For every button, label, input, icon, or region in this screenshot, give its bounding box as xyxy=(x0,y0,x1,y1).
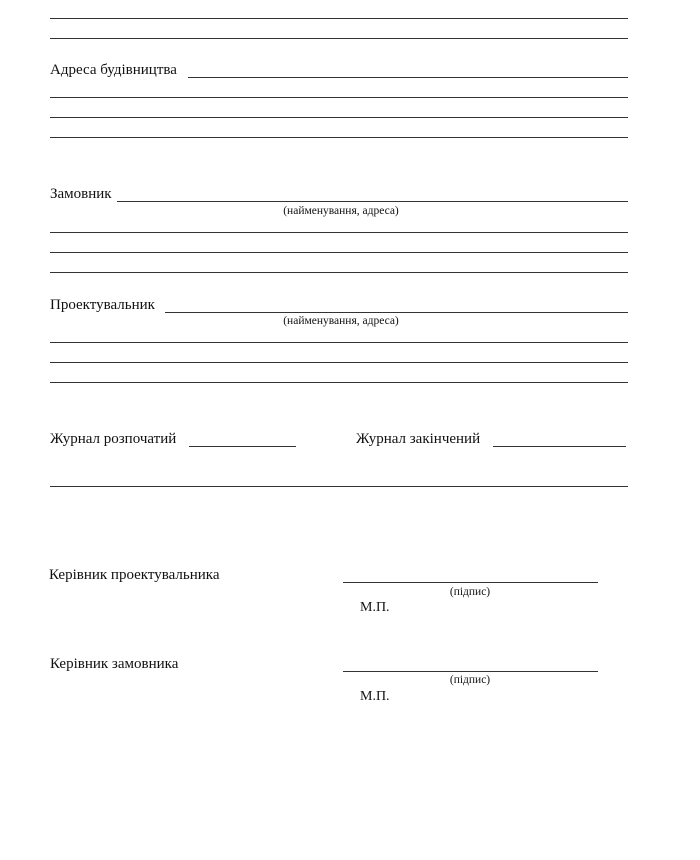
journal-finished-fill-line[interactable] xyxy=(493,446,626,447)
blank-line[interactable] xyxy=(50,362,628,363)
address-fill-line[interactable] xyxy=(188,77,628,78)
signature-designer-line[interactable] xyxy=(343,582,598,583)
designer-caption: (найменування, адреса) xyxy=(283,315,399,327)
blank-line[interactable] xyxy=(50,486,628,487)
customer-caption: (найменування, адреса) xyxy=(283,205,399,217)
blank-line[interactable] xyxy=(50,232,628,233)
journal-started-label: Журнал розпочатий xyxy=(50,431,177,447)
blank-line[interactable] xyxy=(50,252,628,253)
signature-designer-caption: (підпис) xyxy=(449,586,491,598)
blank-line[interactable] xyxy=(50,117,628,118)
journal-finished-label: Журнал закінчений xyxy=(356,431,481,447)
blank-line xyxy=(50,18,628,19)
signature-customer-caption: (підпис) xyxy=(449,674,491,686)
blank-line[interactable] xyxy=(50,137,628,138)
blank-line[interactable] xyxy=(50,382,628,383)
signature-designer-label: Керівник проектувальника xyxy=(49,567,220,583)
signature-designer-stamp: М.П. xyxy=(360,600,390,615)
blank-line[interactable] xyxy=(50,97,628,98)
blank-line xyxy=(50,38,628,39)
customer-fill-line[interactable] xyxy=(117,201,628,202)
blank-line[interactable] xyxy=(50,342,628,343)
signature-customer-line[interactable] xyxy=(343,671,598,672)
customer-label: Замовник xyxy=(50,186,112,202)
journal-started-fill-line[interactable] xyxy=(189,446,296,447)
designer-fill-line[interactable] xyxy=(165,312,628,313)
address-label: Адреса будівництва xyxy=(50,62,177,78)
designer-label: Проектувальник xyxy=(50,297,155,313)
signature-customer-label: Керівник замовника xyxy=(50,656,179,672)
blank-line[interactable] xyxy=(50,272,628,273)
signature-customer-stamp: М.П. xyxy=(360,689,390,704)
